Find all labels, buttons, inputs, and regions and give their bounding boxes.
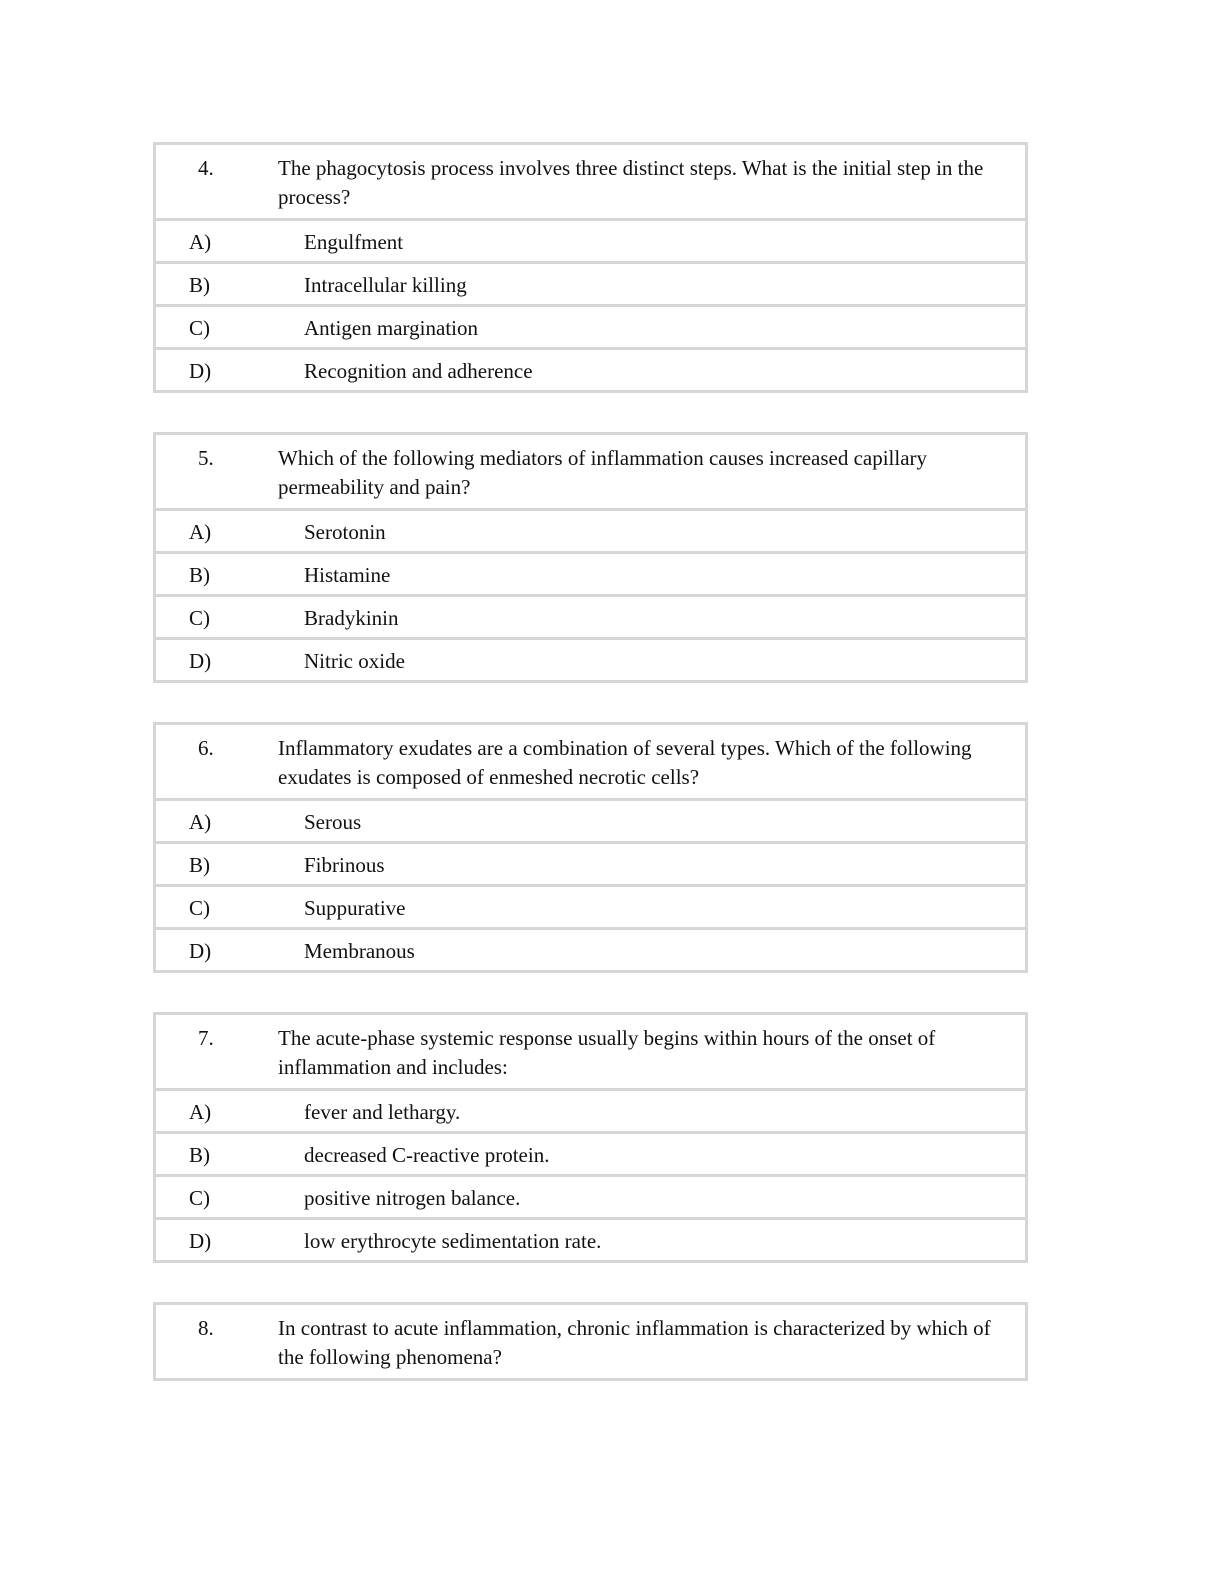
answer-option-c[interactable] [156, 304, 1025, 347]
option-text: Histamine [304, 563, 391, 587]
question-stem [156, 725, 1025, 798]
answer-option-b[interactable] [156, 261, 1025, 304]
answer-option-c[interactable] [156, 594, 1025, 637]
question-number: 8. [198, 1316, 214, 1340]
option-text: Fibrinous [304, 853, 385, 877]
question-block-8 [153, 1302, 1028, 1381]
option-text: Recognition and adherence [304, 359, 533, 383]
option-text: Antigen margination [304, 316, 478, 340]
option-text: Membranous [304, 939, 415, 963]
option-letter: C) [189, 606, 210, 630]
question-text: Which of the following mediators of inflammation causes increased capillary permeability and pain? [278, 446, 928, 499]
option-letter: B) [189, 273, 210, 297]
option-letter: C) [189, 1186, 210, 1210]
question-block-6 [153, 722, 1028, 973]
option-letter: D) [189, 359, 212, 383]
question-text: The phagocytosis process involves three distinct steps. What is the initial step in the process? [278, 156, 984, 209]
question-number: 7. [198, 1026, 214, 1050]
answer-option-d[interactable] [156, 637, 1025, 680]
answer-option-a[interactable] [156, 798, 1025, 841]
answer-option-d[interactable] [156, 347, 1025, 390]
option-letter: D) [189, 649, 212, 673]
question-stem [156, 435, 1025, 508]
option-text: Serous [304, 810, 362, 834]
option-letter: D) [189, 939, 212, 963]
question-stem [156, 1015, 1025, 1088]
option-text: low erythrocyte sedimentation rate. [304, 1229, 602, 1253]
answer-option-d[interactable] [156, 927, 1025, 970]
answer-option-c[interactable] [156, 884, 1025, 927]
option-letter: A) [189, 810, 212, 834]
question-text: Inflammatory exudates are a combination of several types. Which of the following exudates is composed of enmeshed necrotic cells? [278, 736, 972, 789]
question-block-5 [153, 432, 1028, 683]
option-text: Suppurative [304, 896, 406, 920]
question-stem [156, 145, 1025, 218]
option-letter: B) [189, 563, 210, 587]
option-text: fever and lethargy. [304, 1100, 461, 1124]
option-text: Nitric oxide [304, 649, 405, 673]
option-letter: B) [189, 1143, 210, 1167]
answer-option-b[interactable] [156, 551, 1025, 594]
question-text: In contrast to acute inflammation, chronic inflammation is characterized by which of the following phenomena? [278, 1316, 991, 1369]
option-text: Bradykinin [304, 606, 399, 630]
answer-option-b[interactable] [156, 841, 1025, 884]
question-number: 4. [198, 156, 214, 180]
option-text: Intracellular killing [304, 273, 467, 297]
question-block-7 [153, 1012, 1028, 1263]
answer-option-b[interactable] [156, 1131, 1025, 1174]
option-letter: A) [189, 230, 212, 254]
option-text: Engulfment [304, 230, 404, 254]
option-letter: A) [189, 520, 212, 544]
answer-option-a[interactable] [156, 1088, 1025, 1131]
option-letter: B) [189, 853, 210, 877]
option-text: Serotonin [304, 520, 386, 544]
answer-option-a[interactable] [156, 508, 1025, 551]
option-letter: C) [189, 316, 210, 340]
option-text: positive nitrogen balance. [304, 1186, 521, 1210]
question-block-4 [153, 142, 1028, 393]
option-letter: A) [189, 1100, 212, 1124]
option-text: decreased C-reactive protein. [304, 1143, 550, 1167]
option-letter: C) [189, 896, 210, 920]
question-text: The acute-phase systemic response usually begins within hours of the onset of inflammation and includes: [278, 1026, 936, 1079]
question-stem [156, 1305, 1025, 1378]
answer-option-c[interactable] [156, 1174, 1025, 1217]
answer-option-d[interactable] [156, 1217, 1025, 1260]
question-number: 6. [198, 736, 214, 760]
question-number: 5. [198, 446, 214, 470]
option-letter: D) [189, 1229, 212, 1253]
answer-option-a[interactable] [156, 218, 1025, 261]
